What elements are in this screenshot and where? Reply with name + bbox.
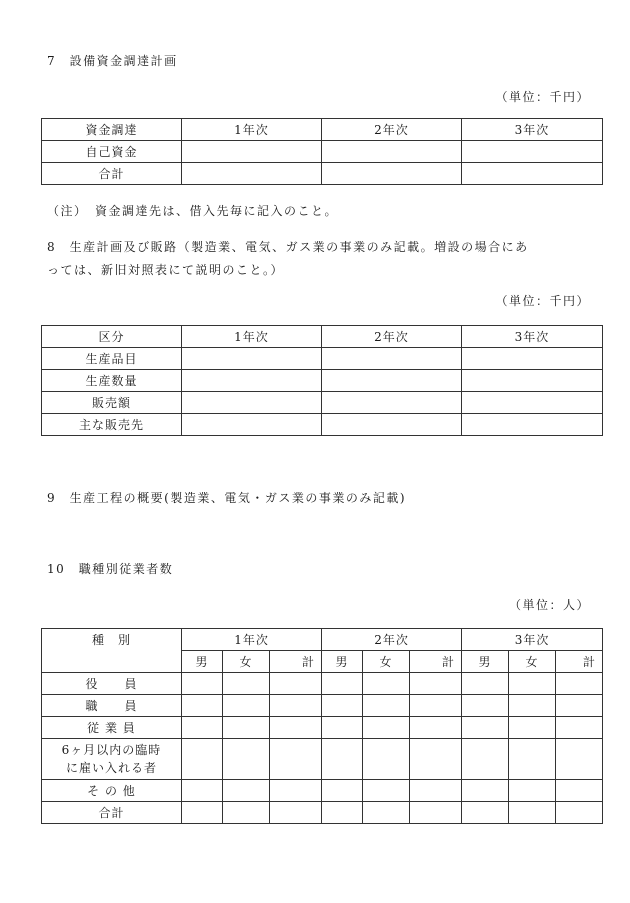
cell[interactable]: [322, 370, 462, 392]
cell[interactable]: [462, 414, 603, 436]
cell[interactable]: [509, 780, 556, 802]
header-total: 計: [270, 651, 322, 673]
cell[interactable]: [462, 780, 509, 802]
table-header-row: [42, 326, 603, 348]
cell[interactable]: [223, 673, 270, 695]
cell[interactable]: [182, 802, 223, 824]
row-label-line: 6ヶ月以内の臨時: [61, 743, 162, 757]
cell[interactable]: [182, 348, 322, 370]
cell[interactable]: [182, 780, 223, 802]
cell[interactable]: [363, 780, 410, 802]
production-plan-table: [41, 325, 603, 436]
row-label: 主な販売先: [42, 414, 182, 436]
cell[interactable]: [462, 717, 509, 739]
section-7-unit: （単位：千円）: [495, 90, 590, 104]
table-row: [42, 780, 603, 802]
section-8-title-line1: 8 生産計画及び販路（製造業、電気、ガス業の事業のみ記載。増設の場合にあ: [47, 240, 529, 254]
table-row: [42, 802, 603, 824]
table-row: [42, 695, 603, 717]
header-year-2: 2年次: [322, 629, 462, 651]
cell[interactable]: [462, 141, 603, 163]
header-male: 男: [182, 651, 223, 673]
header-year-1: 1年次: [182, 629, 322, 651]
header-male: 男: [322, 651, 363, 673]
table-row: [42, 163, 603, 185]
row-label-temporary: [42, 739, 182, 780]
header-total: 計: [410, 651, 462, 673]
cell[interactable]: [509, 802, 556, 824]
cell[interactable]: [322, 695, 363, 717]
cell[interactable]: [182, 370, 322, 392]
cell[interactable]: [556, 695, 603, 717]
row-label: 職 員: [42, 695, 182, 717]
cell[interactable]: [363, 673, 410, 695]
cell[interactable]: [223, 695, 270, 717]
cell[interactable]: [556, 717, 603, 739]
cell[interactable]: [322, 780, 363, 802]
cell[interactable]: [363, 739, 410, 780]
cell[interactable]: [223, 739, 270, 780]
row-label: 合計: [42, 163, 182, 185]
cell[interactable]: [509, 695, 556, 717]
cell[interactable]: [322, 392, 462, 414]
header-female: 女: [363, 651, 410, 673]
cell[interactable]: [270, 780, 322, 802]
cell[interactable]: [182, 673, 223, 695]
cell[interactable]: [182, 392, 322, 414]
cell[interactable]: [363, 695, 410, 717]
cell[interactable]: [462, 163, 603, 185]
header-male: 男: [462, 651, 509, 673]
cell[interactable]: [556, 802, 603, 824]
cell[interactable]: [182, 695, 223, 717]
cell[interactable]: [182, 163, 322, 185]
table-row: [42, 141, 603, 163]
cell[interactable]: [322, 348, 462, 370]
table-row: [42, 673, 603, 695]
row-label: 従 業 員: [42, 717, 182, 739]
cell[interactable]: [322, 141, 462, 163]
section-10-title: 10 職種別従業者数: [47, 562, 174, 576]
row-label: 役 員: [42, 673, 182, 695]
header-female: 女: [223, 651, 270, 673]
cell[interactable]: [462, 695, 509, 717]
row-label: 販売額: [42, 392, 182, 414]
cell[interactable]: [270, 695, 322, 717]
cell[interactable]: [462, 673, 509, 695]
header-year-1: 1年次: [182, 326, 322, 348]
section-9-title: 9 生産工程の概要(製造業、電気・ガス業の事業のみ記載): [47, 491, 407, 505]
cell[interactable]: [509, 717, 556, 739]
header-type: 種 別: [42, 629, 182, 673]
cell[interactable]: [322, 163, 462, 185]
cell[interactable]: [322, 739, 363, 780]
cell[interactable]: [410, 673, 462, 695]
cell[interactable]: [322, 717, 363, 739]
table-row: [42, 739, 603, 780]
row-label: 合計: [42, 802, 182, 824]
section-8-unit: （単位：千円）: [495, 294, 590, 308]
cell[interactable]: [509, 739, 556, 780]
row-label: 自己資金: [42, 141, 182, 163]
cell[interactable]: [410, 739, 462, 780]
header-year-3: 3年次: [462, 629, 603, 651]
row-label: 生産数量: [42, 370, 182, 392]
cell[interactable]: [462, 348, 603, 370]
cell[interactable]: [410, 780, 462, 802]
header-female: 女: [509, 651, 556, 673]
cell[interactable]: [322, 673, 363, 695]
cell[interactable]: [322, 414, 462, 436]
cell[interactable]: [223, 802, 270, 824]
cell[interactable]: [556, 739, 603, 780]
cell[interactable]: [462, 802, 509, 824]
section-7-note: （注） 資金調達先は、借入先毎に記入のこと。: [47, 204, 339, 218]
row-label: そ の 他: [42, 780, 182, 802]
cell[interactable]: [556, 780, 603, 802]
header-funding: 資金調達: [42, 119, 182, 141]
row-label-line: に雇い入れる者: [65, 761, 157, 775]
table-row: [42, 392, 603, 414]
row-label: 生産品目: [42, 348, 182, 370]
table-row: [42, 717, 603, 739]
cell[interactable]: [270, 802, 322, 824]
header-year-2: 2年次: [322, 119, 462, 141]
funding-plan-table: [41, 118, 603, 185]
cell[interactable]: [363, 717, 410, 739]
header-year-3: 3年次: [462, 326, 603, 348]
cell[interactable]: [223, 717, 270, 739]
cell[interactable]: [182, 717, 223, 739]
section-8-title-line2: っては、新旧対照表にて説明のこと。）: [47, 263, 285, 277]
cell[interactable]: [410, 802, 462, 824]
table-row: [42, 370, 603, 392]
cell[interactable]: [270, 739, 322, 780]
cell[interactable]: [182, 141, 322, 163]
header-category: 区分: [42, 326, 182, 348]
table-header-row: [42, 119, 603, 141]
header-year-3: 3年次: [462, 119, 603, 141]
cell[interactable]: [223, 780, 270, 802]
header-year-1: 1年次: [182, 119, 322, 141]
cell[interactable]: [556, 673, 603, 695]
cell[interactable]: [462, 370, 603, 392]
section-10-unit: （単位：人）: [508, 598, 590, 612]
cell[interactable]: [410, 717, 462, 739]
cell[interactable]: [462, 392, 603, 414]
header-year-2: 2年次: [322, 326, 462, 348]
table-row: [42, 414, 603, 436]
header-total: 計: [556, 651, 603, 673]
cell[interactable]: [182, 414, 322, 436]
cell[interactable]: [410, 695, 462, 717]
cell[interactable]: [270, 673, 322, 695]
cell[interactable]: [509, 673, 556, 695]
cell[interactable]: [462, 739, 509, 780]
employees-table: [41, 628, 603, 824]
table-row: [42, 348, 603, 370]
cell[interactable]: [363, 802, 410, 824]
cell[interactable]: [322, 802, 363, 824]
table-header-row: [42, 629, 603, 651]
cell[interactable]: [182, 739, 223, 780]
cell[interactable]: [270, 717, 322, 739]
section-7-title: 7 設備資金調達計画: [47, 54, 178, 68]
